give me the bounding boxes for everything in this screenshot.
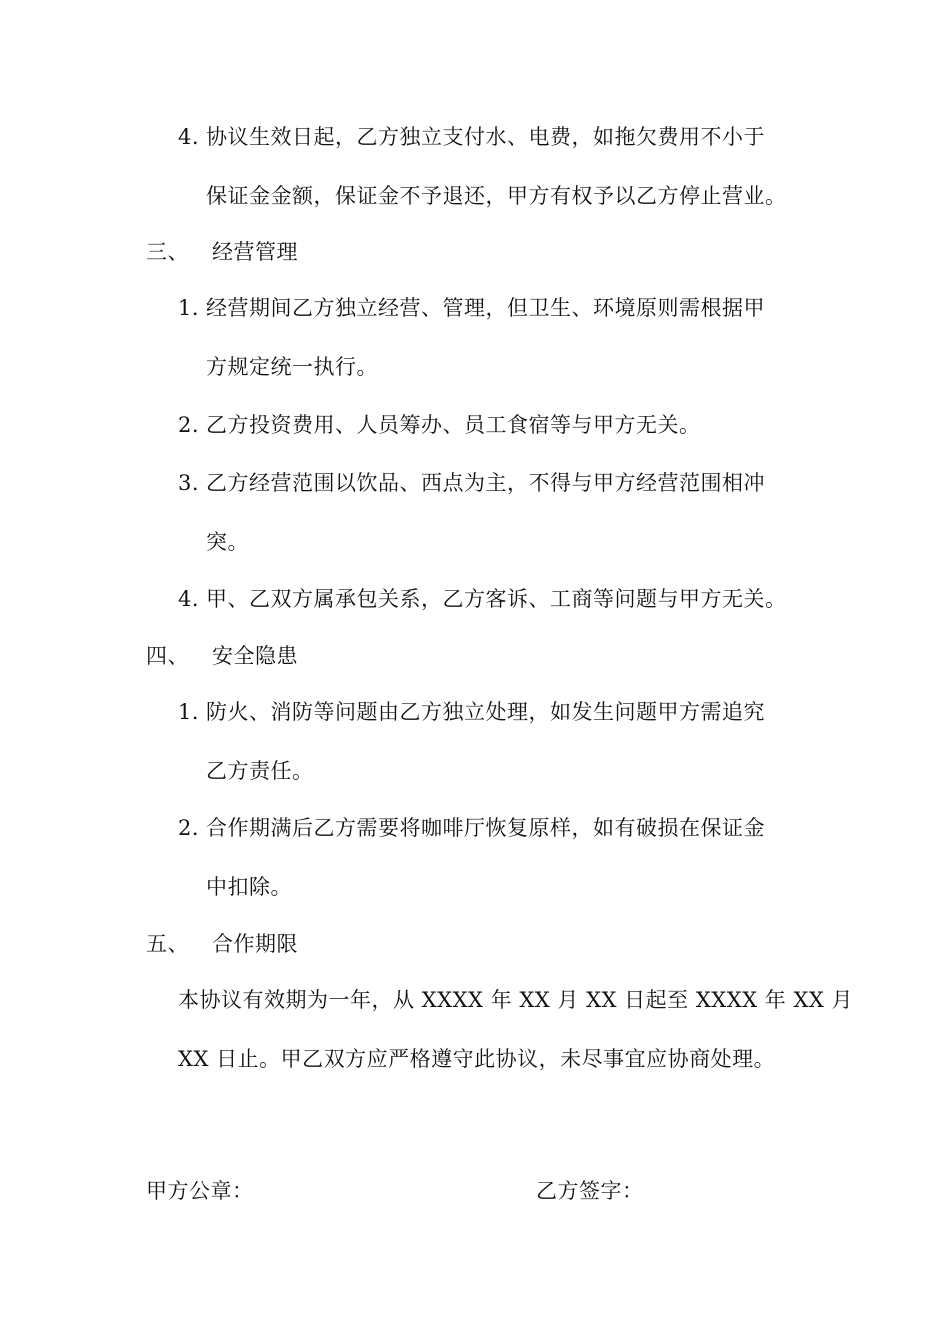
- section3-item3-line1: [178, 473, 765, 494]
- item-text: 乙方投资费用、人员筹办、员工食宿等与甲方无关。: [206, 413, 701, 437]
- item-number: 2.: [178, 413, 200, 437]
- section3-heading: [146, 242, 298, 263]
- item-text: 协议生效日起，乙方独立支付水、电费，如拖欠费用不小于: [206, 125, 765, 149]
- section5-heading: [146, 934, 298, 955]
- item-number: 3.: [178, 471, 200, 495]
- party-b-signature-label: 乙方签字：: [536, 1179, 644, 1203]
- section3-item3-line2: 突。: [206, 530, 249, 554]
- section-number: 五、: [146, 932, 189, 956]
- party-a-seal-label: 甲方公章：: [146, 1179, 254, 1203]
- item-text: 合作期满后乙方需要将咖啡厅恢复原样，如有破损在保证金: [206, 816, 765, 840]
- section3-item1-line1: [178, 298, 765, 319]
- section2-item4-line2: 保证金金额，保证金不予退还，甲方有权予以乙方停止营业。: [206, 184, 787, 208]
- section-number: 四、: [146, 644, 189, 668]
- section-title: 经营管理: [212, 240, 298, 264]
- item-number: 1.: [178, 700, 200, 724]
- section2-item4-line1: [178, 127, 765, 148]
- item-number: 2.: [178, 816, 200, 840]
- section3-item4-line1: [178, 589, 787, 610]
- section4-heading: [146, 646, 298, 667]
- section4-item1-line2: 乙方责任。: [206, 759, 314, 783]
- item-text: 防火、消防等问题由乙方独立处理，如发生问题甲方需追究: [206, 700, 765, 724]
- section4-item2-line2: 中扣除。: [206, 875, 292, 899]
- section-title: 合作期限: [212, 932, 298, 956]
- item-number: 1.: [178, 296, 200, 320]
- section4-item2-line1: [178, 818, 765, 839]
- section5-paragraph-line1: 本协议有效期为一年，从 XXXX 年 XX 月 XX 日起至 XXXX 年 XX 月: [178, 988, 854, 1012]
- item-text: 乙方经营范围以饮品、西点为主，不得与甲方经营范围相冲: [206, 471, 765, 495]
- section3-item1-line2: 方规定统一执行。: [206, 355, 378, 379]
- item-number: 4.: [178, 587, 200, 611]
- section-title: 安全隐患: [212, 644, 298, 668]
- item-number: 4.: [178, 125, 200, 149]
- section5-paragraph-line2: XX 日止。甲乙双方应严格遵守此协议，未尽事宜应协商处理。: [178, 1047, 776, 1071]
- item-text: 甲、乙双方属承包关系，乙方客诉、工商等问题与甲方无关。: [206, 587, 787, 611]
- section3-item2-line1: [178, 415, 701, 436]
- section4-item1-line1: [178, 702, 765, 723]
- section-number: 三、: [146, 240, 189, 264]
- item-text: 经营期间乙方独立经营、管理，但卫生、环境原则需根据甲: [206, 296, 765, 320]
